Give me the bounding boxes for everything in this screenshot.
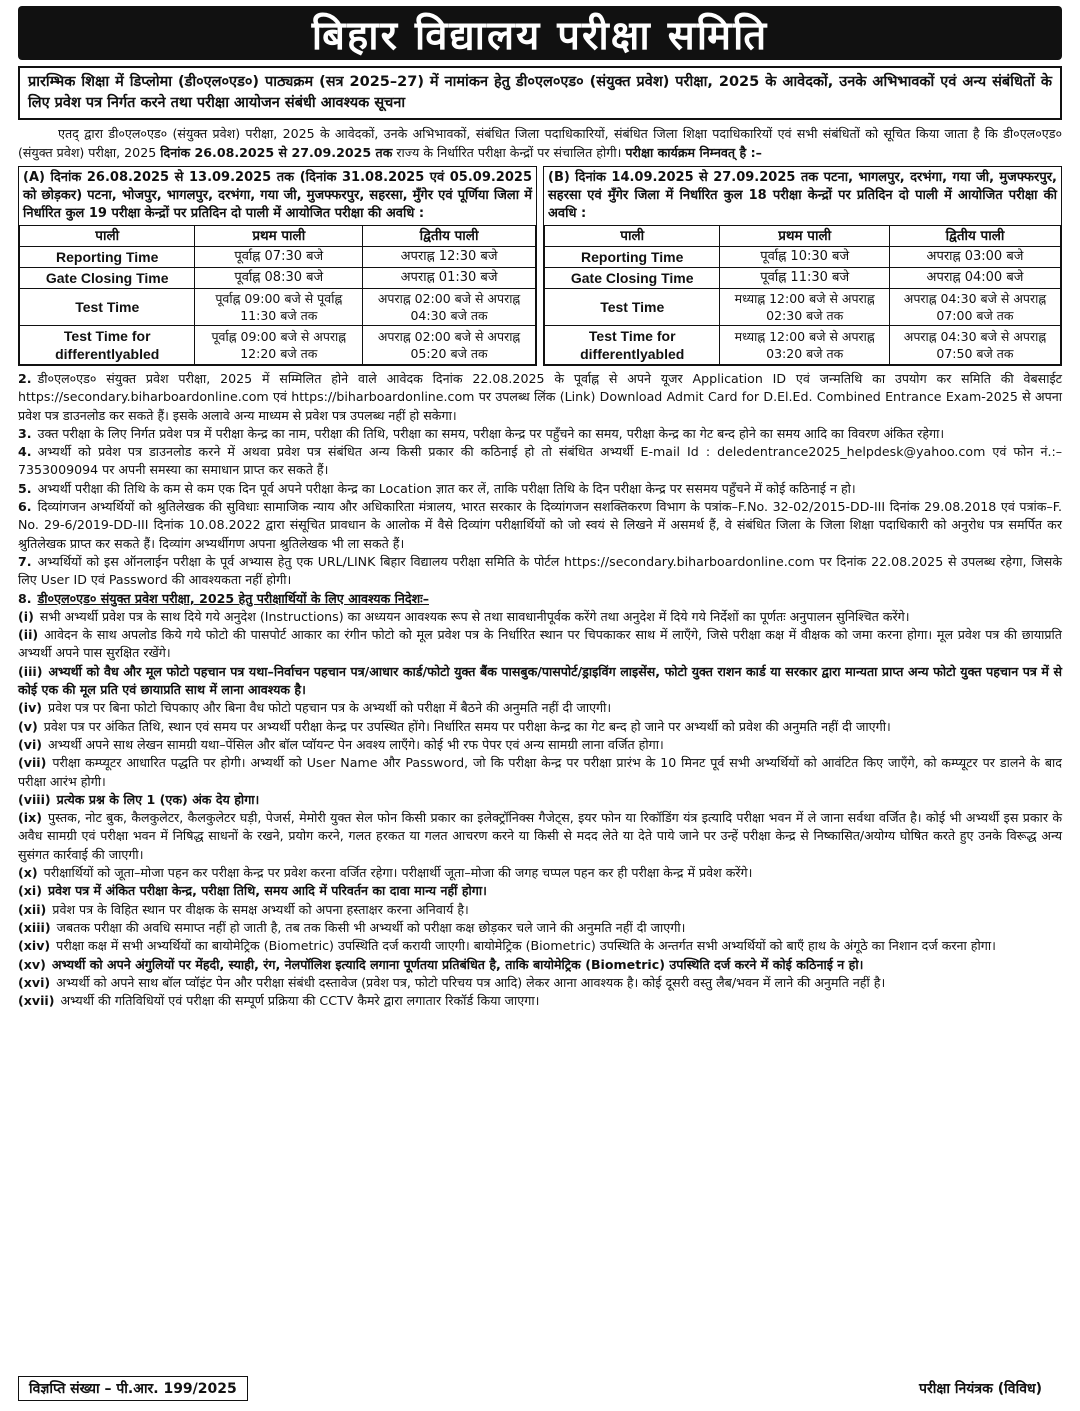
- item-number: (ii): [18, 627, 39, 643]
- intro-text-1: एतद् द्वारा डी०एल०एड० (संयुक्त प्रवेश) परीक्षा, 2025 के आवेदकों, उनके अभिभावकों, संबंधित जिला पदाधिकारियों, संबंधित जिला शिक्षा पदाधिकारियों एवं सभी संबंधितों को सूचित किया जाता है कि डी०एल०एड० (संयुक्त प्रवेश) परीक्षा, 2025: [18, 126, 1062, 160]
- item-number: (viii): [18, 791, 51, 807]
- item-text: आवेदन के साथ अपलोड किये गये फोटो की पासपोर्ट आकार का रंगीन फोटो को मूल प्रवेश पत्र के निर्धारित स्थान पर चिपकाकर साथ में लाएँगे, जिसे परीक्षा कक्ष में वीक्षक को जमा करना होगा। मूल प्रवेश पत्र की छायाप्रति अभ्यर्थी अपने पास सुरक्षित रखेंगे।: [18, 627, 1062, 661]
- row-label: Gate Closing Time: [20, 268, 195, 289]
- table-row: [545, 247, 1061, 268]
- notice-page: [0, 6, 1080, 1411]
- item-text: परीक्षा कक्ष में सभी अभ्यर्थियों का बायोमेट्रिक (Biometric) उपस्थिति दर्ज करायी जाएगी। बायोमेट्रिक (Biometric) उपस्थिति के अन्तर्गत सभी अभ्यर्थियों को बाएँ हाथ के अंगूठे का निशान दर्ज करना होगा।: [56, 938, 996, 954]
- table-row: [20, 268, 536, 289]
- item-number: (vii): [18, 755, 47, 771]
- item-number: (v): [18, 718, 38, 734]
- masthead-title: बिहार विद्यालय परीक्षा समिति: [18, 6, 1062, 60]
- item-text: डी०एल०एड० संयुक्त प्रवेश परीक्षा, 2025 में सम्मिलित होने वाले आवेदक दिनांक 22.08.2025 के पूर्वाह्न से अपने यूजर Application ID एवं जन्मतिथि का उपयोग कर समिति की वेबसाईट https://secondary.biharboardonline.com एवं https://biharboardonline.com पर उपलब्ध लिंक (Link) Download Admit Card for D.El.Ed. Combined Entrance Exam-2025 से अपना प्रवेश पत्र डाउनलोड कर सकते हैं। इसके अलावे अन्य माध्यम से प्रवेश पत्र उपलब्ध नहीं हो सकेगा।: [18, 371, 1062, 423]
- second-shift-cell: अपराह्न 03:00 बजे: [889, 247, 1060, 268]
- list-item: [18, 791, 1062, 809]
- intro-dates: दिनांक 26.08.2025 से 27.09.2025 तक: [160, 145, 393, 160]
- first-shift-cell: मध्याह्न 12:00 बजे से अपराह्न 02:30 बजे तक: [720, 289, 889, 326]
- second-shift-cell: अपराह्न 01:30 बजे: [363, 268, 536, 289]
- list-item: [18, 718, 1062, 736]
- schedule-b: [543, 166, 1062, 366]
- schedule-b-heading: (B) दिनांक 14.09.2025 से 27.09.2025 तक पटना, भागलपुर, दरभंगा, गया जी, मुजफ्फरपुर, सहरसा एवं मुँगेर जिला में निर्धारित कुल 18 परीक्षा केन्द्रों पर प्रतिदिन दो पाली में आयोजित परीक्षा की अवधि :: [548, 170, 1057, 221]
- first-shift-cell: पूर्वाह्न 10:30 बजे: [720, 247, 889, 268]
- item-number: 6.: [18, 499, 32, 515]
- item-text: अभ्यर्थी को अपने अंगुलियों पर मेंहदी, स्याही, रंग, नेलपॉलिश इत्यादि लगाना पूर्णतया प्रतिबंधित है, ताकि बायोमेट्रिक (Biometric) उपस्थिति दर्ज करने में कोई कठिनाई न हो।: [51, 956, 864, 972]
- second-shift-cell: अपराह्न 04:30 बजे से अपराह्न 07:00 बजे तक: [889, 289, 1060, 326]
- row-label: Test Time: [545, 289, 720, 326]
- item-text: अभ्यर्थी की गतिविधियों एवं परीक्षा की सम्पूर्ण प्रक्रिया की CCTV कैमरे द्वारा लगातार रिकॉर्ड किया जाएगा।: [60, 993, 540, 1009]
- list-item: [18, 754, 1062, 791]
- table-header-row: [545, 226, 1061, 247]
- row-label: Reporting Time: [20, 247, 195, 268]
- row-label: Reporting Time: [545, 247, 720, 268]
- second-shift-cell: अपराह्न 04:00 बजे: [889, 268, 1060, 289]
- first-shift-cell: पूर्वाह्न 08:30 बजे: [195, 268, 363, 289]
- list-item: [18, 425, 1062, 443]
- col-header: पाली: [545, 226, 720, 247]
- instructions-list: [18, 370, 1062, 1010]
- item-number: (xii): [18, 901, 47, 917]
- list-item: [18, 498, 1062, 553]
- item-number: 2.: [18, 371, 32, 386]
- item-number: (x): [18, 865, 38, 881]
- intro-paragraph: [18, 124, 1062, 162]
- item-number: 8.: [18, 590, 32, 606]
- list-item: [18, 919, 1062, 937]
- item-number: (xvii): [18, 993, 55, 1009]
- list-item: [18, 882, 1062, 900]
- schedule-b-table: [544, 225, 1061, 365]
- first-shift-cell: मध्याह्न 12:00 बजे से अपराह्न 03:20 बजे तक: [720, 326, 889, 365]
- item-text: पुस्तक, नोट बुक, कैलकुलेटर, कैलकुलेटर घड़ी, पेजर्स, मेमोरी युक्त सेल फोन किसी प्रकार का इलेक्ट्रॉनिक्स गैजेट्स, इयर फोन या रिकॉडिंग यंत्र इत्यादि परीक्षा भवन में ले जाना सर्वथा वर्जित है। कोई भी अभ्यर्थी इस प्रकार के अवैध सामग्री एवं परीक्षा भवन में निषिद्ध साधनों के रखने, प्रयोग करने, गलत हरकत या गलत आचरण करने या किसी से मदद लेते या देते पाये जाने पर उन्हें परीक्षा केन्द्र से निष्कासित/अयोग्य घोषित करते हुए उनके विरूद्ध अन्य सुसंगत कार्रवाई की जाएगी।: [18, 810, 1062, 862]
- schedule-a-table: [19, 225, 536, 365]
- item-text: प्रवेश पत्र पर अंकित तिथि, स्थान एवं समय पर अभ्यर्थी परीक्षा केन्द्र पर उपस्थित होंगे। निर्धारित समय पर परीक्षा केन्द्र का गेट बन्द हो जाने पर अभ्यर्थी को प्रवेश की अनुमति नहीं दी जाएगी।: [43, 718, 891, 734]
- item-text: अभ्यर्थियों को इस ऑनलाईन परीक्षा के पूर्व अभ्यास हेतु एक URL/LINK बिहार विद्यालय परीक्षा समिति के पोर्टल https://secondary.biharboardonline.com पर दिनांक 22.08.2025 से उपलब्ध रहेगा, जिसके लिए User ID एवं Password की आवश्यकता नहीं होगी।: [18, 553, 1062, 588]
- table-row: [20, 247, 536, 268]
- col-header: प्रथम पाली: [720, 226, 889, 247]
- item-number: 3.: [18, 425, 32, 441]
- list-item: [18, 626, 1062, 663]
- col-header: पाली: [20, 226, 195, 247]
- item-text: प्रत्येक प्रश्न के लिए 1 (एक) अंक देय होगा।: [56, 791, 260, 807]
- item-number: (i): [18, 608, 34, 624]
- item-number: 7.: [18, 553, 32, 569]
- item-text: अभ्यर्थी को प्रवेश पत्र डाउनलोड करने में अथवा प्रवेश पत्र संबंधित अन्य किसी प्रकार की कठिनाई हो तो संबंधित अभ्यर्थी E-mail Id : deledentrance2025_helpdesk@yahoo.com एवं फोन नं.:–7353009094 पर अपनी समस्या का समाधान प्राप्त कर सकते हैं।: [18, 444, 1062, 478]
- first-shift-cell: पूर्वाह्न 11:30 बजे: [720, 268, 889, 289]
- list-item: [18, 663, 1062, 700]
- item-text: सभी अभ्यर्थी प्रवेश पत्र के साथ दिये गये अनुदेश (Instructions) का अध्ययन आवश्यक रूप से तथा सावधानीपूर्वक करेंगे तथा अनुदेश में दिये गये निर्देशों का पूर्णतः अनुपालन सुनिश्चित करेंगे।: [39, 608, 910, 624]
- list-item: [18, 480, 1062, 498]
- item-number: (vi): [18, 736, 43, 752]
- list-item: [18, 937, 1062, 955]
- exam-controller-signature: परीक्षा नियंत्रक (विविध): [919, 1380, 1042, 1397]
- second-shift-cell: अपराह्न 12:30 बजे: [363, 247, 536, 268]
- first-shift-cell: पूर्वाह्न 07:30 बजे: [195, 247, 363, 268]
- table-row: [545, 268, 1061, 289]
- table-row: [20, 326, 536, 365]
- table-row: [545, 326, 1061, 365]
- item-number: (iii): [18, 663, 43, 679]
- item-text: परीक्षा कम्प्यूटर आधारित पद्धति पर होगी। अभ्यर्थी को User Name और Password, जो कि परीक्षा केन्द्र पर परीक्षा प्रारंभ के 10 मिनट पूर्व सभी अभ्यर्थियों को आवंटित किए जाएँगे, को कम्प्यूटर पर डालने के बाद परीक्षा आरंभ होगी।: [18, 755, 1062, 789]
- first-shift-cell: पूर्वाह्न 09:00 बजे से अपराह्न 12:20 बजे तक: [195, 326, 363, 365]
- list-item: [18, 443, 1062, 480]
- item-text: अभ्यर्थी को वैध और मूल फोटो पहचान पत्र यथा–निर्वाचन पहचान पत्र/आधार कार्ड/फोटो युक्त बैंक पासबुक/पासपोर्ट/ड्राइविंग लाइसेंस, फोटो युक्त राशन कार्ड या सरकार द्वारा मान्यता प्राप्त अन्य फोटो युक्त पहचान पत्र में से कोई एक की मूल प्रति एवं छायाप्रति साथ में लाना आवश्यक है।: [18, 663, 1062, 698]
- list-item: [18, 736, 1062, 754]
- row-label: Test Time for differentlyabled: [545, 326, 720, 365]
- footer: [18, 1373, 1062, 1403]
- second-shift-cell: अपराह्न 04:30 बजे से अपराह्न 07:50 बजे तक: [889, 326, 1060, 365]
- row-label: Test Time: [20, 289, 195, 326]
- intro-program: परीक्षा कार्यक्रम निम्नवत् है :–: [625, 145, 762, 160]
- item-number: (xvi): [18, 974, 51, 990]
- table-header-row: [20, 226, 536, 247]
- table-row: [20, 289, 536, 326]
- item-text: दिव्यांगजन अभ्यर्थियों को श्रुतिलेखक की सुविधाः सामाजिक न्याय और अधिकारिता मंत्रालय, भारत सरकार के दिव्यांगजन सशक्तिकरण विभाग के पत्रांक–F.No. 32-02/2015-DD-III दिनांक 29.08.2018 एवं पत्रांक–F. No. 29-6/2019-DD-III दिनांक 10.08.2022 द्वारा संसूचित प्रावधान के आलोक में वैसे दिव्यांग परीक्षार्थियों को जो स्वयं से लिखने में असमर्थ हैं, वे संबंधित जिला के जिला शिक्षा पदाधिकारी को अनुरोध पत्र समर्पित कर श्रुतिलेखक प्राप्त कर सकते हैं। दिव्यांग अभ्यर्थीगण अपना श्रुतिलेखक भी ला सकते हैं।: [18, 499, 1062, 551]
- col-header: द्वितीय पाली: [363, 226, 536, 247]
- list-item: [18, 590, 1062, 608]
- list-item: [18, 370, 1062, 425]
- item-number: (xiv): [18, 938, 51, 954]
- schedule-a-heading: (A) दिनांक 26.08.2025 से 13.09.2025 तक (दिनांक 31.08.2025 एवं 05.09.2025 को छोड़कर) पटना, भोजपुर, भागलपुर, दरभंगा, गया जी, मुजफ्फरपुर, सहरसा, मुँगेर एवं पूर्णिया जिला में निर्धारित कुल 19 परीक्षा केन्द्रों पर प्रतिदिन दो पाली में आयोजित परीक्षा की अवधि :: [23, 170, 532, 221]
- item-text: प्रवेश पत्र के विहित स्थान पर वीक्षक के समक्ष अभ्यर्थी को अपना हस्ताक्षर करना अनिवार्य है।: [52, 901, 469, 917]
- list-item: [18, 553, 1062, 590]
- col-header: प्रथम पाली: [195, 226, 363, 247]
- item-number: (iv): [18, 700, 43, 716]
- item-text: अभ्यर्थी परीक्षा की तिथि के कम से कम एक दिन पूर्व अपने परीक्षा केन्द्र का Location ज्ञात कर लें, ताकि परीक्षा तिथि के दिन परीक्षा केन्द्र पर ससमय पहुँचने में कोई कठिनाई न हो।: [37, 480, 856, 496]
- item-number: 4.: [18, 444, 32, 460]
- col-header: द्वितीय पाली: [889, 226, 1060, 247]
- list-item: [18, 699, 1062, 717]
- list-item: [18, 608, 1062, 626]
- item-text: जबतक परीक्षा की अवधि समाप्त नहीं हो जाती है, तब तक किसी भी अभ्यर्थी को परीक्षा कक्ष छोड़कर चले जाने की अनुमति नहीं दी जाएगी।: [56, 919, 686, 935]
- second-shift-cell: अपराह्न 02:00 बजे से अपराह्न 05:20 बजे तक: [363, 326, 536, 365]
- row-label: Test Time for differentlyabled: [20, 326, 195, 365]
- table-row: [545, 289, 1061, 326]
- list-item: [18, 809, 1062, 864]
- item-text: परीक्षार्थियों को जूता–मोजा पहन कर परीक्षा केन्द्र पर प्रवेश करना वर्जित रहेगा। परीक्षार्थी जूता–मोजा की जगह चप्पल पहन कर ही परीक्षा केन्द्र में प्रवेश करेंगे।: [43, 865, 753, 881]
- item-number: (xi): [18, 883, 42, 899]
- item-text: प्रवेश पत्र पर बिना फोटो चिपकाए और बिना वैध फोटो पहचान पत्र के अभ्यर्थी को परीक्षा में बैठने की अनुमति नहीं दी जाएगी।: [48, 700, 612, 716]
- schedule-section: [18, 166, 1062, 366]
- list-item: [18, 901, 1062, 919]
- item-text: अभ्यर्थी को अपने साथ बॉल प्वॉइंट पेन और परीक्षा संबंधी दस्तावेज (प्रवेश पत्र, फोटो परिचय पत्र आदि) लेकर आना आवश्यक है। कोई दूसरी वस्तु लैब/भवन में लाने की अनुमति नहीं है।: [56, 974, 886, 990]
- first-shift-cell: पूर्वाह्न 09:00 बजे से पूर्वाह्न 11:30 बजे तक: [195, 289, 363, 326]
- schedule-a: [18, 166, 537, 366]
- list-item: [18, 974, 1062, 992]
- intro-text-2: राज्य के निर्धारित परीक्षा केन्द्रों पर संचालित होगी।: [396, 145, 622, 160]
- second-shift-cell: अपराह्न 02:00 बजे से अपराह्न 04:30 बजे तक: [363, 289, 536, 326]
- item-text: उक्त परीक्षा के लिए निर्गत प्रवेश पत्र में परीक्षा केन्द्र का नाम, परीक्षा की तिथि, परीक्षा का समय, परीक्षा केन्द्र पर पहुँचने का समय, परीक्षा केन्द्र का गेट बन्द होने का समय आदि का विवरण अंकित रहेगा।: [37, 425, 945, 441]
- item-number: (xiii): [18, 919, 51, 935]
- item-text: प्रवेश पत्र में अंकित परीक्षा केन्द्र, परीक्षा तिथि, समय आदि में परिवर्तन का दावा मान्य नहीं होगा।: [47, 883, 487, 899]
- list-item: [18, 956, 1062, 974]
- list-item: [18, 992, 1062, 1010]
- item-text: अभ्यर्थी अपने साथ लेखन सामग्री यथा–पेंसिल और बॉल प्वॉयन्ट पेन अवश्य लाएँगे। कोई भी रफ पेपर एवं अन्य सामग्री लाना वर्जित होगा।: [48, 736, 664, 752]
- item-number: 5.: [18, 480, 32, 496]
- list-item: [18, 864, 1062, 882]
- row-label: Gate Closing Time: [545, 268, 720, 289]
- notice-number: विज्ञप्ति संख्या – पी.आर. 199/2025: [18, 1376, 248, 1401]
- item-text: डी०एल०एड० संयुक्त प्रवेश परीक्षा, 2025 हेतु परीक्षार्थियों के लिए आवश्यक निदेशः–: [37, 590, 430, 606]
- subject-box: प्रारम्भिक शिक्षा में डिप्लोमा (डी०एल०एड०) पाठ्यक्रम (सत्र 2025–27) में नामांकन हेतु डी०एल०एड० (संयुक्त प्रवेश) परीक्षा, 2025 के आवेदकों, उनके अभिभावकों एवं अन्य संबंधितों के लिए प्रवेश पत्र निर्गत करने तथा परीक्षा आयोजन संबंधी आवश्यक सूचना: [18, 66, 1062, 120]
- item-number: (ix): [18, 810, 42, 826]
- item-number: (xv): [18, 956, 46, 972]
